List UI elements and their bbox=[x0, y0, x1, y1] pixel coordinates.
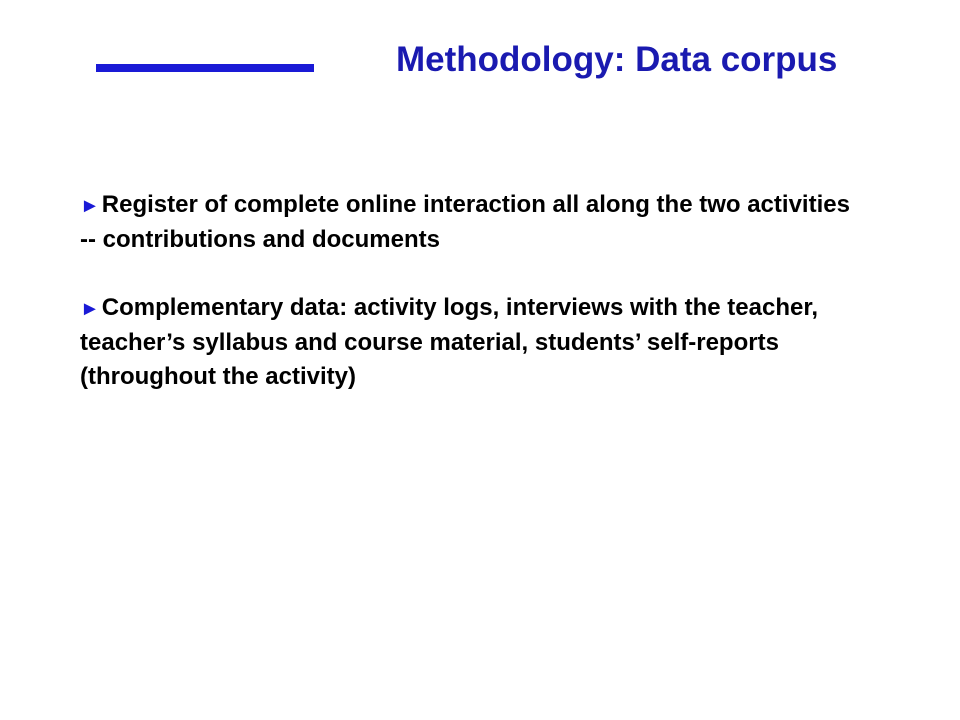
triangle-bullet-icon: ► bbox=[80, 195, 100, 217]
slide-title: Methodology: Data corpus bbox=[396, 40, 838, 79]
bullet-item-complementary-data bbox=[80, 291, 860, 394]
triangle-bullet-icon: ► bbox=[80, 298, 100, 320]
bullet-text: Register of complete online interaction all along the two activities -- contributions and documents bbox=[80, 191, 850, 253]
bullet-list bbox=[80, 188, 860, 428]
bullet-text: Complementary data: activity logs, interviews with the teacher, teacher’s syllabus and course material, students’ self-reports (throughout the activity) bbox=[80, 294, 819, 390]
bullet-item-register bbox=[80, 188, 860, 257]
title-accent-bar bbox=[96, 64, 314, 72]
